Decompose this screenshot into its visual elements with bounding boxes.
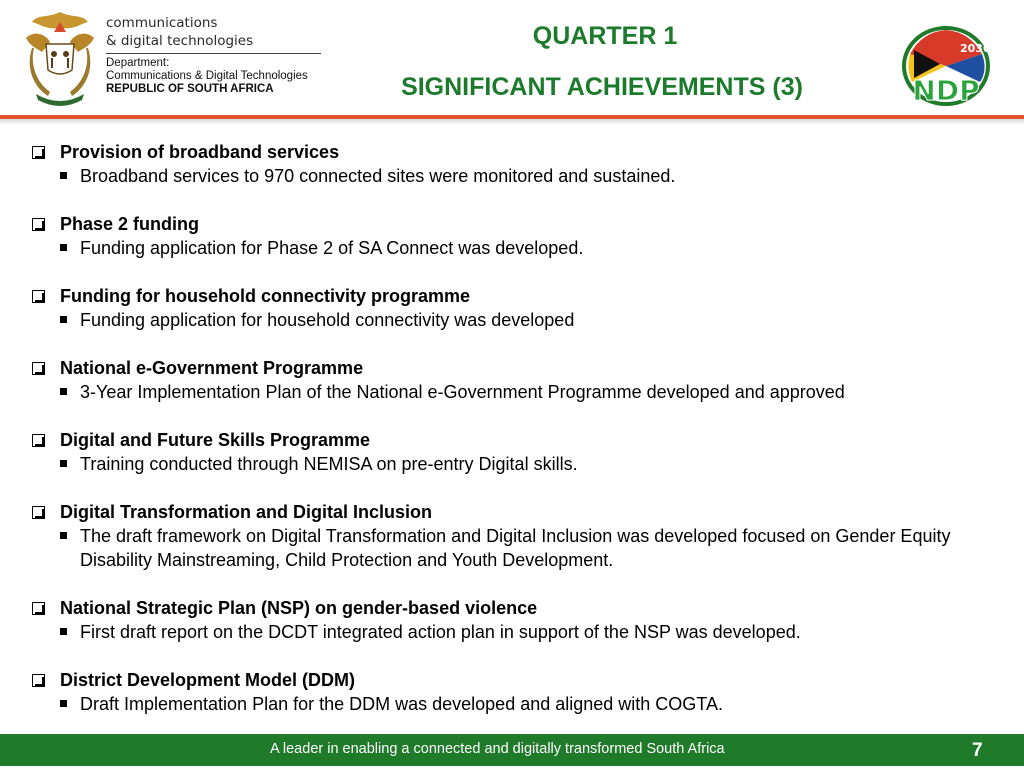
checkbox-bullet-icon [32,146,45,159]
coat-of-arms-icon [20,8,100,106]
footer-tagline: A leader in enabling a connected and digitally transformed South Africa [270,741,725,757]
achievement-heading: Digital Transformation and Digital Inclusion [60,501,433,522]
checkbox-bullet-icon [32,362,45,375]
square-bullet-icon [60,460,67,467]
checkbox-bullet-icon [32,434,45,447]
department-divider [106,53,321,54]
achievement-detail: Draft Implementation Plan for the DDM was developed and aligned with COGTA. [80,694,723,714]
department-full-name: Communications & Digital Technologies [106,70,308,82]
square-bullet-icon [60,628,67,635]
ndp-2030-logo [900,24,992,108]
slide-subtitle: SIGNIFICANT ACHIEVEMENTS (3) [401,73,803,101]
square-bullet-icon [60,388,67,395]
checkbox-bullet-icon [32,506,45,519]
department-name-line2: & digital technologies [106,33,254,49]
achievement-heading: National e-Government Programme [60,357,364,378]
department-name-line1: communications [106,15,218,31]
ndp-text: NDP [912,74,980,107]
achievement-detail: The draft framework on Digital Transformation and Digital Inclusion was developed focused on Gender Equity Disability Mainstreaming, Child Protection and Youth Development. [80,526,951,570]
achievement-detail: Broadband services to 970 connected sites were monitored and sustained. [80,166,676,186]
department-label: Department: [106,57,170,69]
checkbox-bullet-icon [32,218,45,231]
achievement-detail: First draft report on the DCDT integrated action plan in support of the NSP was developed. [80,622,801,642]
header-shadow [0,119,1024,125]
achievement-heading: District Development Model (DDM) [60,669,356,690]
achievement-item [32,596,1002,644]
achievement-heading: Provision of broadband services [60,141,340,162]
achievement-heading: National Strategic Plan (NSP) on gender-based violence [60,597,538,618]
achievement-heading: Phase 2 funding [60,213,200,234]
page-number: 7 [972,740,983,761]
achievement-detail: Training conducted through NEMISA on pre-entry Digital skills. [80,454,578,474]
square-bullet-icon [60,172,67,179]
checkbox-bullet-icon [32,674,45,687]
achievement-detail: Funding application for household connectivity was developed [80,310,575,330]
achievement-item [32,284,1002,332]
achievements-list [32,140,1002,740]
square-bullet-icon [60,532,67,539]
slide-header [0,0,1024,118]
ndp-year-text: 2030 [960,42,991,55]
achievement-heading: Funding for household connectivity programme [60,285,471,306]
country-name: REPUBLIC OF SOUTH AFRICA [106,83,274,95]
achievement-item [32,356,1002,404]
slide-title: QUARTER 1 [532,22,678,50]
department-name-block [106,14,321,96]
achievement-item [32,212,1002,260]
achievement-item [32,668,1002,716]
achievement-detail: 3-Year Implementation Plan of the National e-Government Programme developed and approved [80,382,845,402]
achievement-detail: Funding application for Phase 2 of SA Connect was developed. [80,238,584,258]
square-bullet-icon [60,316,67,323]
achievement-item [32,500,1002,572]
checkbox-bullet-icon [32,290,45,303]
slide-footer [0,734,1024,766]
square-bullet-icon [60,700,67,707]
achievement-heading: Digital and Future Skills Programme [60,429,371,450]
checkbox-bullet-icon [32,602,45,615]
achievement-item [32,140,1002,188]
achievement-item [32,428,1002,476]
square-bullet-icon [60,244,67,251]
